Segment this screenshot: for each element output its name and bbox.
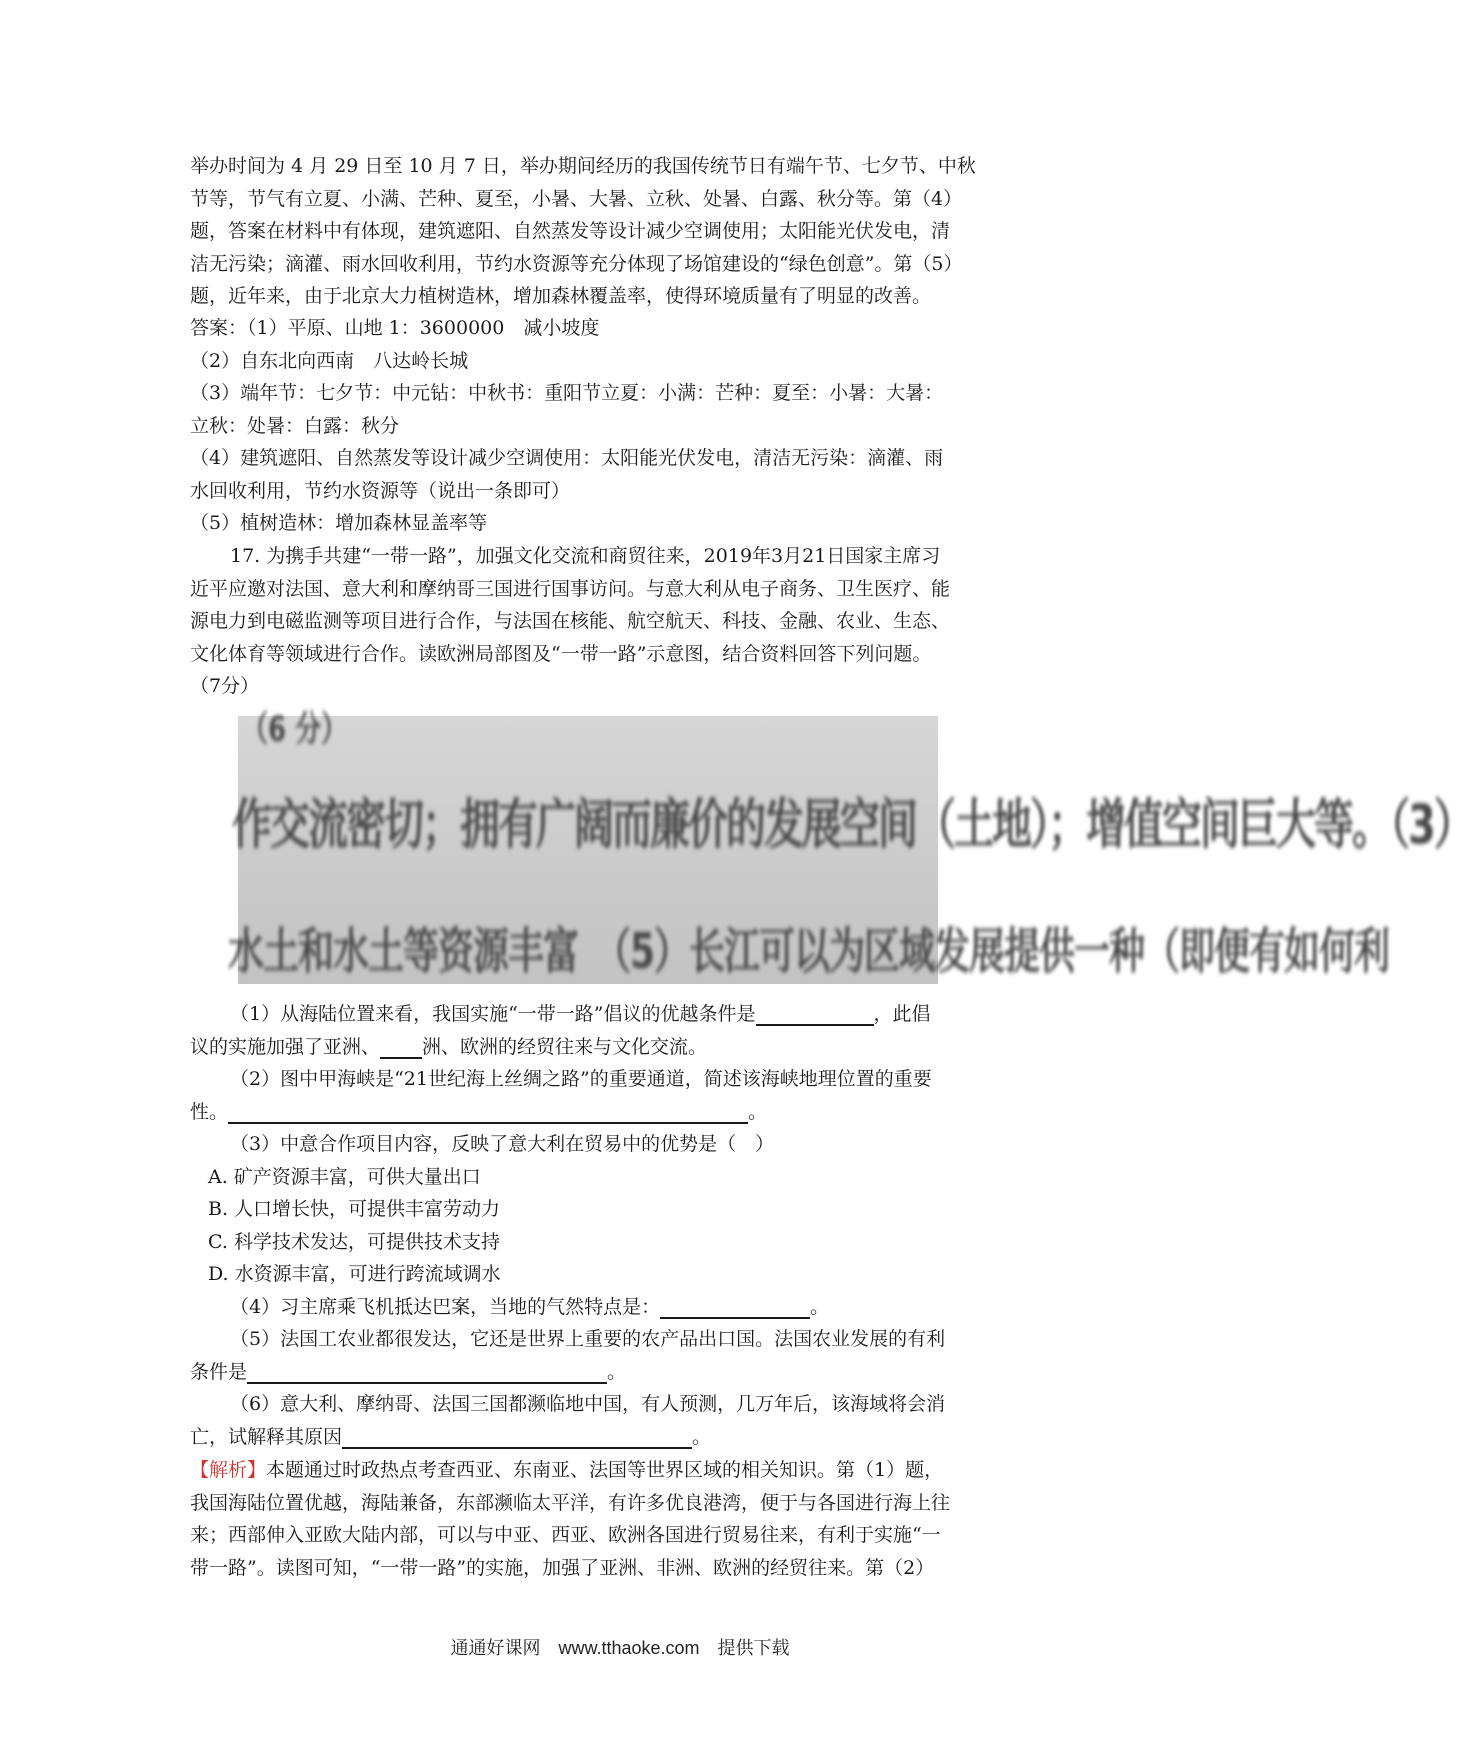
question-2: （2）图中甲海峡是“21世纪海上丝绸之路”的重要通道，简述该海峡地理位置的重要	[230, 1068, 932, 1090]
answer-line: （5）植树造林：增加森林显盖率等	[190, 512, 488, 534]
option-c: C. 科学技术发达，可提供技术支持	[208, 1230, 500, 1253]
question-line: 17. 为携手共建“一带一路”，加强文化交流和商贸往来，2019年3月21日国家主席习	[230, 545, 941, 567]
analysis-line: 带一路”。读图可知，“一带一路”的实施，加强了亚洲、非洲、欧洲的经贸往来。第（2）	[190, 1556, 935, 1579]
question-5-cont	[190, 1356, 1060, 1389]
question-5: （5）法国工农业都很发达，它还是世界上重要的农产品出口国。法国农业发展的有利	[230, 1328, 946, 1350]
question-4-text: 。	[810, 1295, 830, 1318]
question-6: （6）意大利、摩纳哥、法国三国都濒临地中国，有人预测，几万年后，该海域将会消	[230, 1393, 946, 1415]
question-5-text: 。	[607, 1360, 627, 1383]
blurred-photo-figure	[228, 710, 1472, 984]
analysis-line: 来；西部伸入亚欧大陆内部，可以与中亚、西亚、欧洲各国进行贸易往来，有利于实施“一	[190, 1524, 941, 1546]
answer-blank[interactable]	[342, 1425, 692, 1449]
analysis-paragraph-bottom	[190, 1454, 1060, 1584]
question-line: （7分）	[190, 675, 260, 697]
analysis-tag: 【解析】	[190, 1459, 267, 1481]
answers-section	[190, 312, 1060, 540]
question-4-text: （4）习主席乘飞机抵达巴案，当地的气然特点是：	[230, 1295, 661, 1318]
answer-blank[interactable]	[660, 1295, 810, 1319]
answer-line: 答案：（1）平原、山地 1：3600000 减小坡度	[190, 317, 600, 339]
option-d: D. 水资源丰富，可进行跨流域调水	[208, 1263, 501, 1285]
text-line: 题，答案在材料中有体现，建筑遮阳、自然蒸发等设计减少空调使用；太阳能光伏发电，清	[190, 220, 951, 242]
photo-text-line: 水土和水土等资源丰富 （5）长江可以为区域发展提供一种（即便有如何利	[228, 924, 1390, 981]
text-line: 节等，节气有立夏、小满、芒种、夏至，小暑、大暑、立秋、处暑、白露、秋分等。第（4）	[190, 187, 963, 210]
question-1-text: 洲、欧洲的经贸往来与文化交流。	[422, 1035, 708, 1058]
question-6-text: 。	[692, 1425, 712, 1448]
question-2-text: 性。	[190, 1100, 229, 1123]
question-5-text: 条件是	[190, 1360, 248, 1383]
question-1	[190, 998, 1060, 1031]
photo-text-line: （6 分）	[242, 710, 348, 751]
question-6-cont	[190, 1421, 1060, 1454]
analysis-paragraph-top	[190, 150, 1060, 313]
text-line: 举办时间为 4 月 29 日至 10 月 7 日，举办期间经历的我国传统节日有端午节、七夕节、中秋	[190, 155, 976, 177]
analysis-line: 我国海陆位置优越，海陆兼备，东部濒临太平洋，有许多优良港湾，便于与各国进行海上往	[190, 1491, 951, 1514]
photo-text-line: 作交流密切；拥有广阔而廉价的发展空间（土地）；增值空间巨大等。（3）	[232, 794, 1472, 857]
analysis-first-line	[190, 1454, 1060, 1487]
answer-blank[interactable]	[380, 1035, 422, 1059]
question-4	[190, 1291, 1060, 1324]
question-line: 源电力到电磁监测等项目进行合作，与法国在核能、航空航天、科技、金融、农业、生态、	[190, 610, 951, 632]
question-2-cont	[190, 1096, 1060, 1129]
answer-line: （4）建筑遮阳、自然蒸发等设计减少空调使用：太阳能光伏发电，清洁无污染：滴灌、雨	[190, 447, 944, 469]
analysis-text: 本题通过时政热点考查西亚、东南亚、法国等世界区域的相关知识。第（1）题，	[266, 1459, 944, 1481]
answer-line: （2）自东北向西南 八达岭长城	[190, 349, 469, 372]
answer-line: 立秋：处暑：白露：秋分	[190, 414, 400, 437]
page-footer: 通通好课网 www.tthaoke.com 提供下载	[450, 1638, 790, 1658]
question-3: （3）中意合作项目内容，反映了意大利在贸易中的优势是（ ）	[230, 1133, 775, 1155]
question-1-text: 议的实施加强了亚洲、	[190, 1035, 381, 1058]
answer-line: （3）端年节：七夕节：中元钻：中秋书：重阳节立夏：小满：芒种：夏至：小暑：大暑：	[190, 382, 944, 404]
question-1-cont	[190, 1031, 1060, 1064]
option-b: B. 人口增长快，可提供丰富劳动力	[208, 1198, 501, 1220]
question-6-text: 亡，试解释其原因	[190, 1425, 343, 1448]
question-2-text: 。	[748, 1100, 768, 1123]
answer-blank[interactable]	[756, 1002, 874, 1026]
answer-blank[interactable]	[247, 1360, 607, 1384]
answer-line: 水回收利用，节约水资源等（说出一条即可）	[190, 479, 571, 502]
answer-blank[interactable]	[228, 1100, 748, 1124]
question-17-stem	[190, 540, 1060, 703]
question-1-text: （1）从海陆位置来看，我国实施“一带一路”倡议的优越条件是	[230, 1003, 756, 1025]
text-line: 题，近年来，由于北京大力植树造林，增加森林覆盖率，使得环境质量有了明显的改善。	[190, 285, 932, 307]
question-line: 文化体育等领域进行合作。读欧洲局部图及“一带一路”示意图，结合资料回答下列问题。	[190, 642, 932, 665]
text-line: 洁无污染；滴灌、雨水回收利用，节约水资源等充分体现了场馆建设的“绿色创意”。第（5）	[190, 252, 963, 275]
question-line: 近平应邀对法国、意大利和摩纳哥三国进行国事访问。与意大利从电子商务、卫生医疗、能	[190, 577, 951, 600]
sub-questions	[190, 998, 1060, 1453]
option-a: A. 矿产资源丰富，可供大量出口	[208, 1165, 481, 1188]
question-1-text: ，此倡	[873, 1003, 931, 1025]
